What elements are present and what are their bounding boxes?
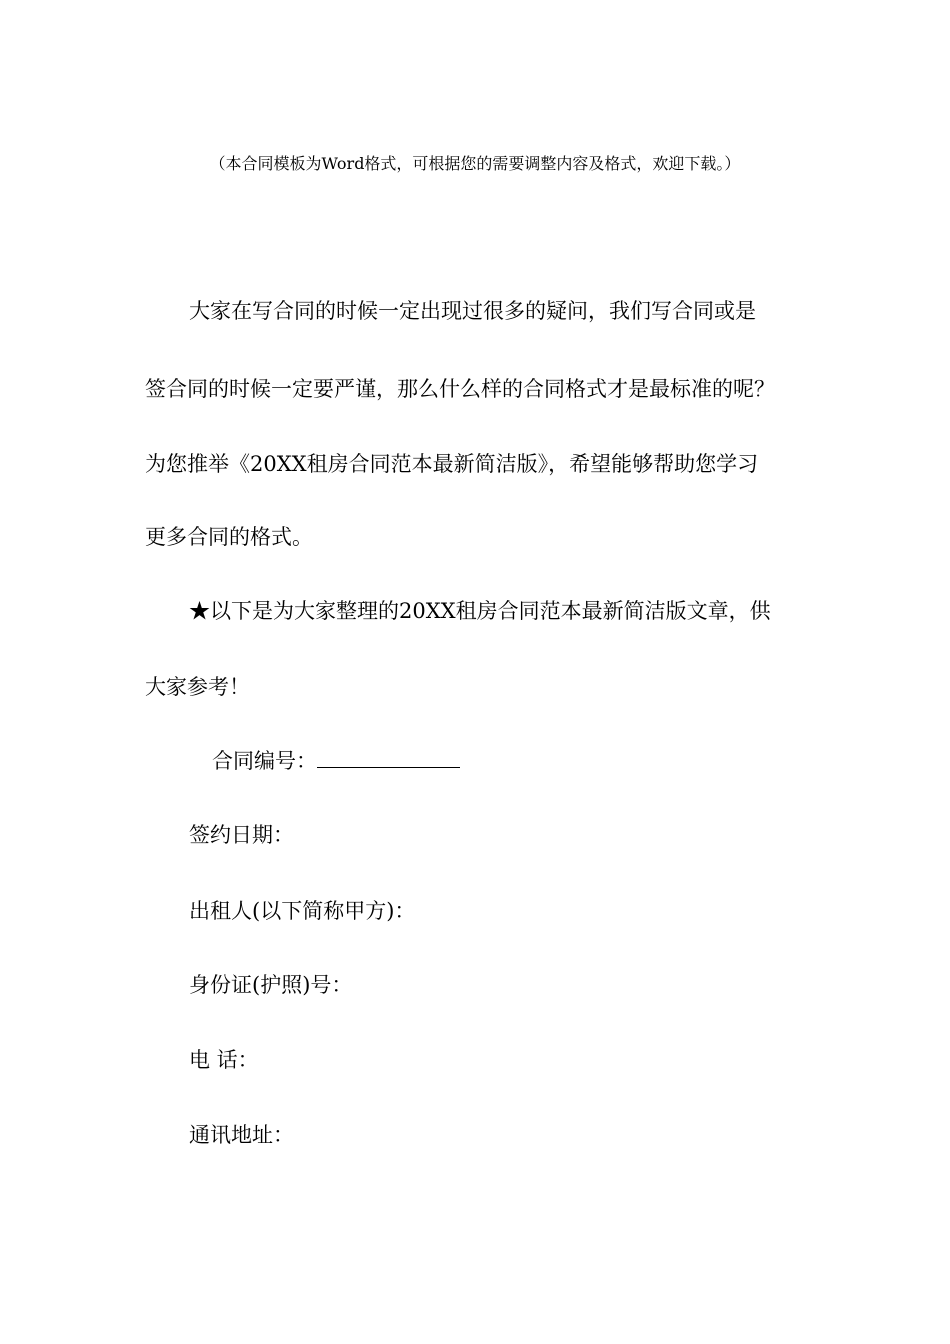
contract-number-blank bbox=[317, 747, 460, 768]
lessor-label: 出租人(以下简称甲方)： bbox=[189, 899, 416, 923]
address-label: 通讯地址： bbox=[189, 1123, 294, 1147]
id-number-label: 身份证(护照)号： bbox=[189, 973, 353, 997]
intro-line-1: 大家在写合同的时候一定出现过很多的疑问，我们写合同或是 bbox=[189, 299, 756, 323]
highlight-line-2: 大家参考！ bbox=[145, 675, 250, 699]
sign-date-label: 签约日期： bbox=[189, 823, 294, 847]
phone-label: 电 话： bbox=[189, 1048, 259, 1072]
intro-line-3: 为您推举《20XX租房合同范本最新简洁版》，希望能够帮助您学习 bbox=[145, 452, 759, 476]
template-note: （本合同模板为Word格式，可根据您的需要调整内容及格式，欢迎下载。） bbox=[209, 154, 741, 173]
intro-line-2: 签合同的时候一定要严谨，那么什么样的合同格式才是最标准的呢？ bbox=[145, 377, 775, 401]
intro-line-4: 更多合同的格式。 bbox=[145, 525, 313, 549]
contract-number-field bbox=[212, 746, 460, 776]
contract-number-label: 合同编号： bbox=[212, 749, 317, 773]
highlight-line-1: ★以下是为大家整理的20XX租房合同范本最新简洁版文章，供 bbox=[189, 599, 771, 623]
